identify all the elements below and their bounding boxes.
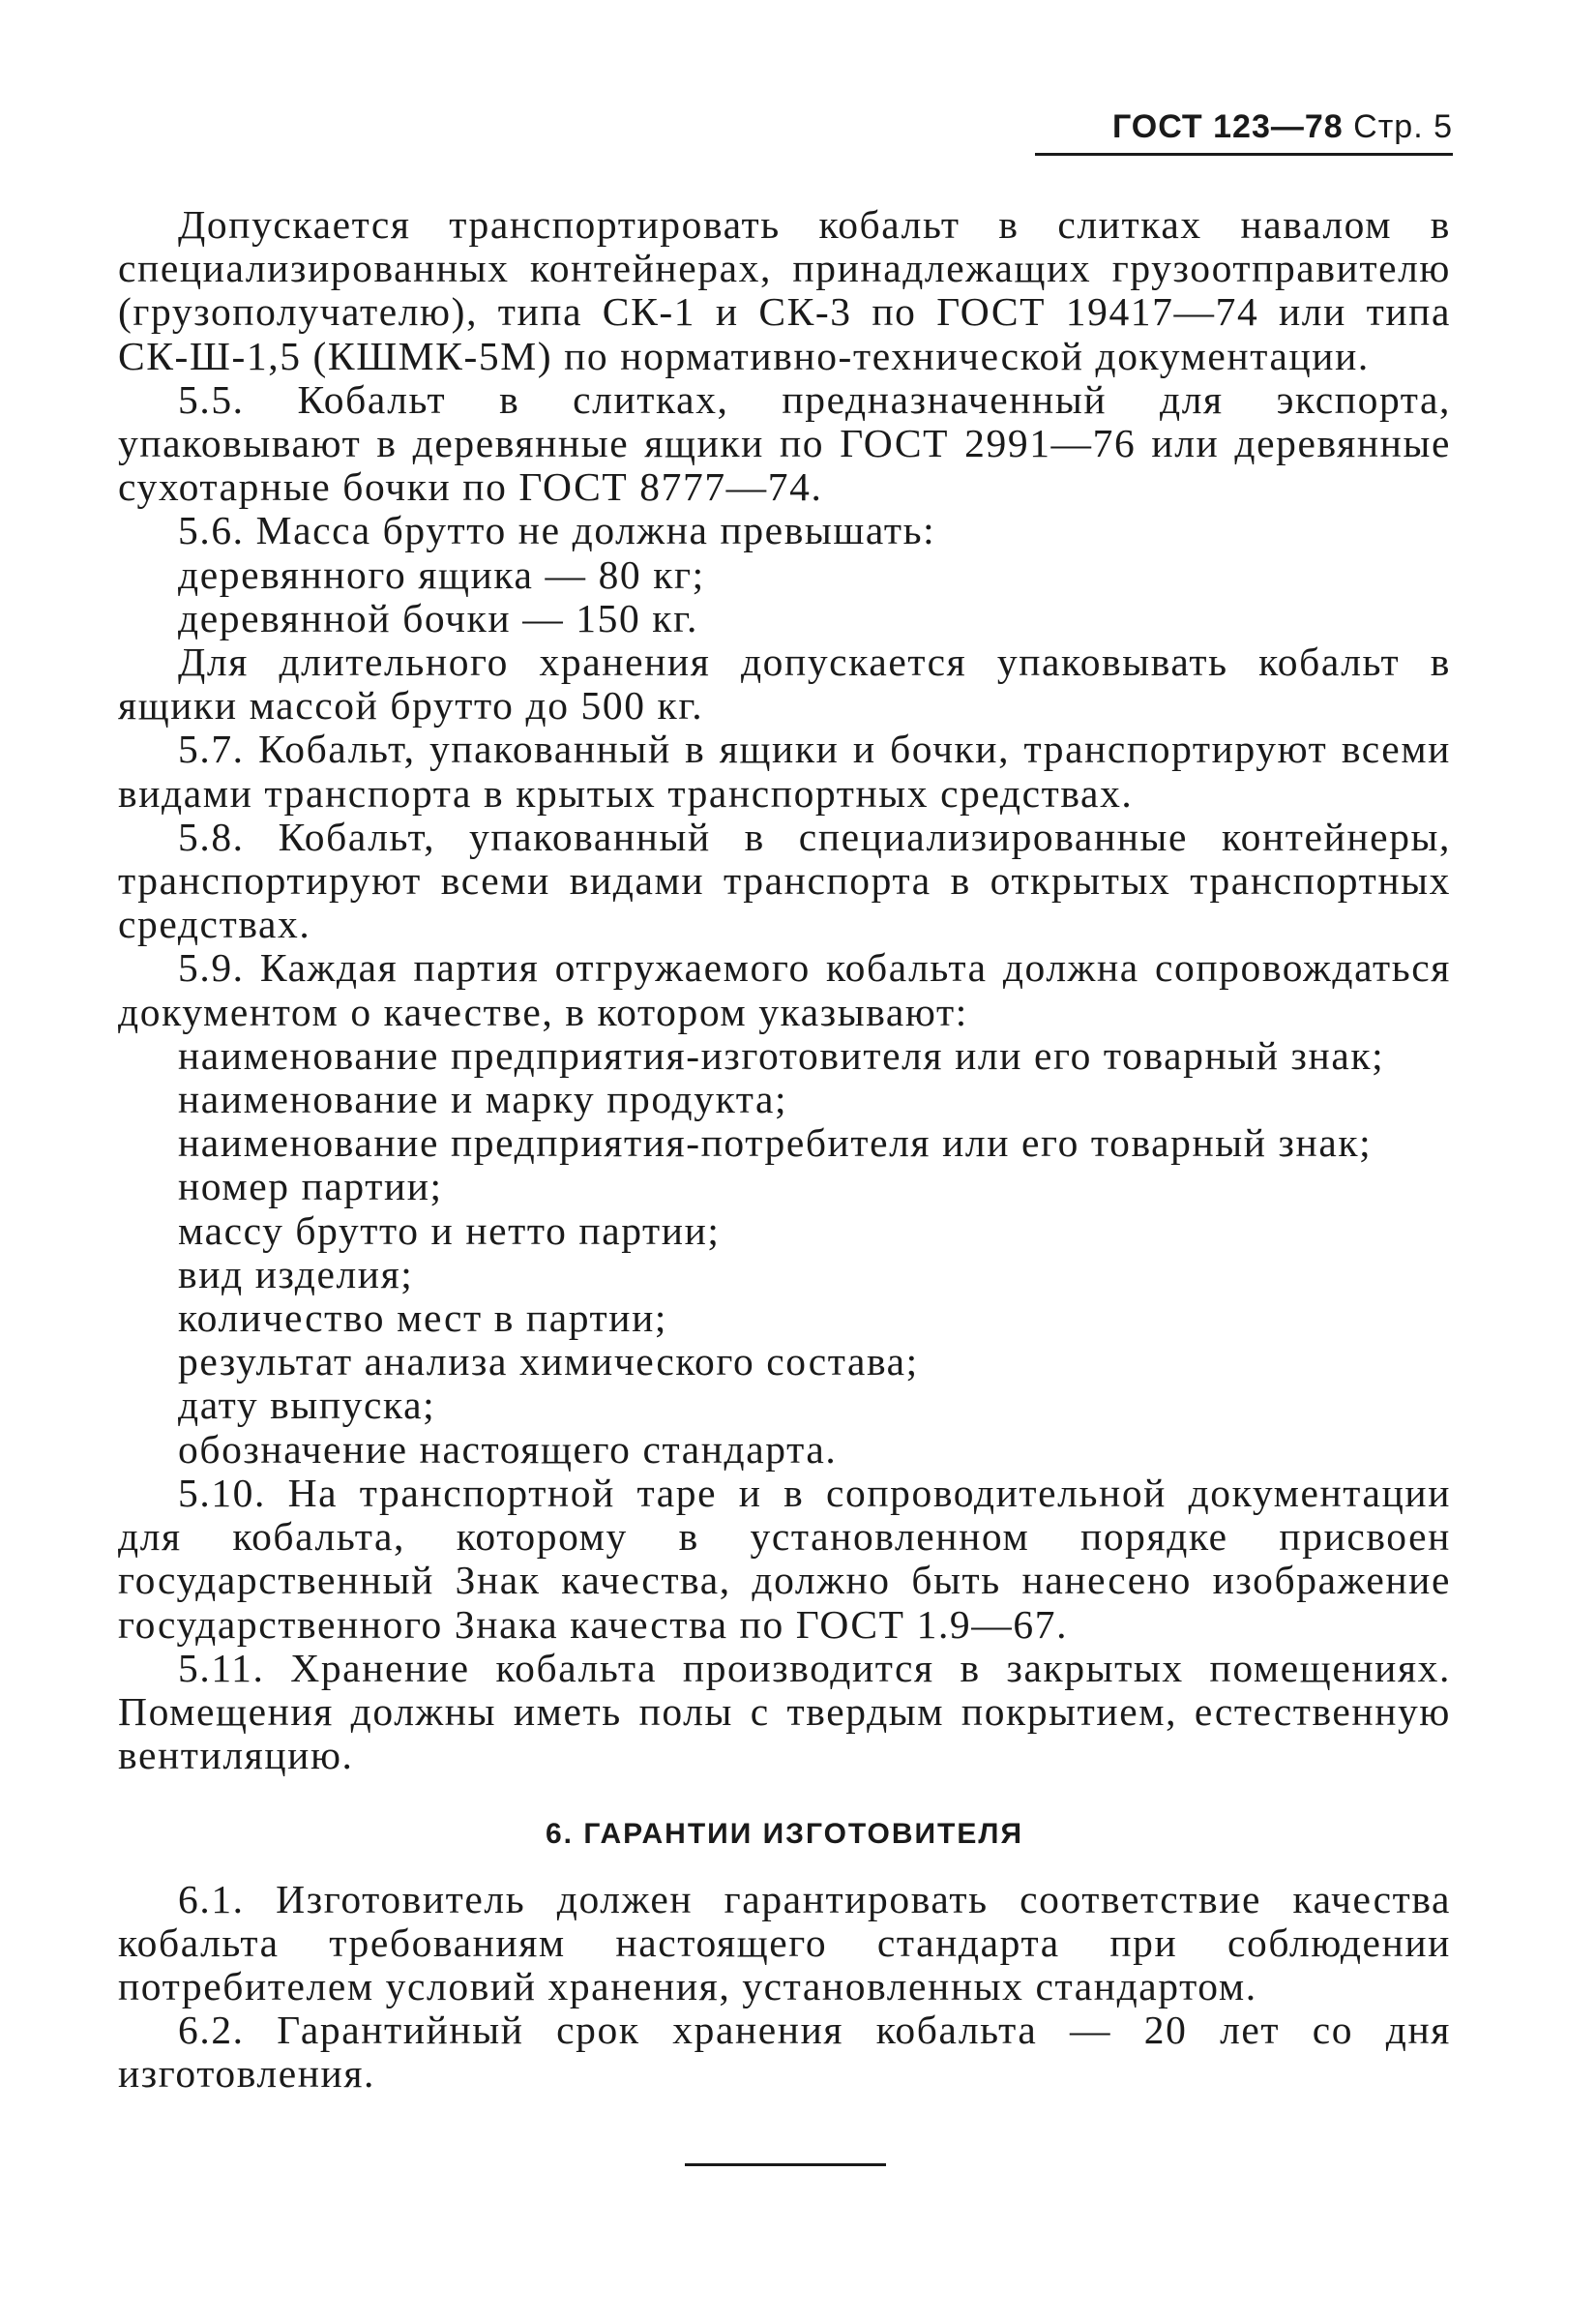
page-number: Стр. 5: [1353, 108, 1453, 145]
list-item: деревянного ящика — 80 кг;: [178, 551, 705, 597]
paragraph-5-11: 5.11. Хранение кобальта производится в закрытых помещениях. Помещения должны иметь полы с твердым покрытием, естественную вентиляцию.: [118, 1645, 1451, 1778]
paragraph-5-10: 5.10. На транспортной таре и в сопроводительной документации для кобальта, которому в установленном порядке присвоен государственный Знак качества, должно быть нанесено изображение государственного Знака качества по ГОСТ 1.9—67.: [118, 1470, 1451, 1647]
section-heading: 6. ГАРАНТИИ ИЗГОТОВИТЕЛЯ: [545, 1818, 1023, 1851]
list-item: количество мест в партии;: [178, 1295, 668, 1341]
paragraph-5-8: 5.8. Кобальт, упакованный в специализированные контейнеры, транспортируют всеми видами транспорта в открытых транспортных средствах.: [118, 814, 1451, 947]
standard-number: ГОСТ 123—78: [1111, 108, 1344, 145]
end-rule: [685, 2163, 886, 2166]
page-header: [1112, 108, 1453, 146]
list-item: деревянной бочки — 150 кг.: [178, 595, 698, 640]
document-body: [118, 203, 1451, 2097]
paragraph-transport-bulk: Допускается транспортировать кобальт в слитках навалом в специализированных контейнерах, принадлежащих грузоотправителю (грузополучателю), типа СК-1 и СК-3 по ГОСТ 19417—74 или типа СК-Ш-1,5 (КШМК-5М) по нормативно-технической документации.: [118, 202, 1451, 378]
paragraph-6-2: 6.2. Гарантийный срок хранения кобальта — 20 лет со дня изготовления.: [118, 2008, 1451, 2097]
list-item: результат анализа химического состава;: [178, 1339, 919, 1384]
list-item: дату выпуска;: [178, 1383, 436, 1428]
list-item: номер партии;: [178, 1164, 443, 1209]
list-item: наименование предприятия-изготовителя или его товарный знак;: [178, 1032, 1385, 1078]
paragraph-5-9: 5.9. Каждая партия отгружаемого кобальта должна сопровождаться документом о качестве, в котором указывают:: [118, 945, 1451, 1034]
list-item: вид изделия;: [178, 1251, 414, 1296]
list-item: обозначение настоящего стандарта.: [178, 1426, 838, 1472]
header-rule: [1035, 153, 1453, 156]
paragraph-5-7: 5.7. Кобальт, упакованный в ящики и бочки, транспортируют всеми видами транспорта в крытых транспортных средствах.: [118, 727, 1451, 816]
list-item: наименование предприятия-потребителя или его товарный знак;: [178, 1120, 1373, 1166]
paragraph-5-5: 5.5. Кобальт в слитках, предназначенный для экспорта, упаковывают в деревянные ящики по ГОСТ 2991—76 или деревянные сухотарные бочки по ГОСТ 8777—74.: [118, 376, 1451, 510]
paragraph-5-6: 5.6. Масса брутто не должна превышать:: [178, 508, 936, 553]
list-item: наименование и марку продукта;: [178, 1077, 788, 1122]
paragraph-6-1: 6.1. Изготовитель должен гарантировать соответствие качества кобальта требованиям настоящего стандарта при соблюдении потребителем условий хранения, установленных стандартом.: [118, 1876, 1451, 2009]
paragraph-long-storage: Для длительного хранения допускается упаковывать кобальт в ящики массой брутто до 500 кг.: [118, 640, 1451, 729]
list-item: массу брутто и нетто партии;: [178, 1207, 721, 1253]
